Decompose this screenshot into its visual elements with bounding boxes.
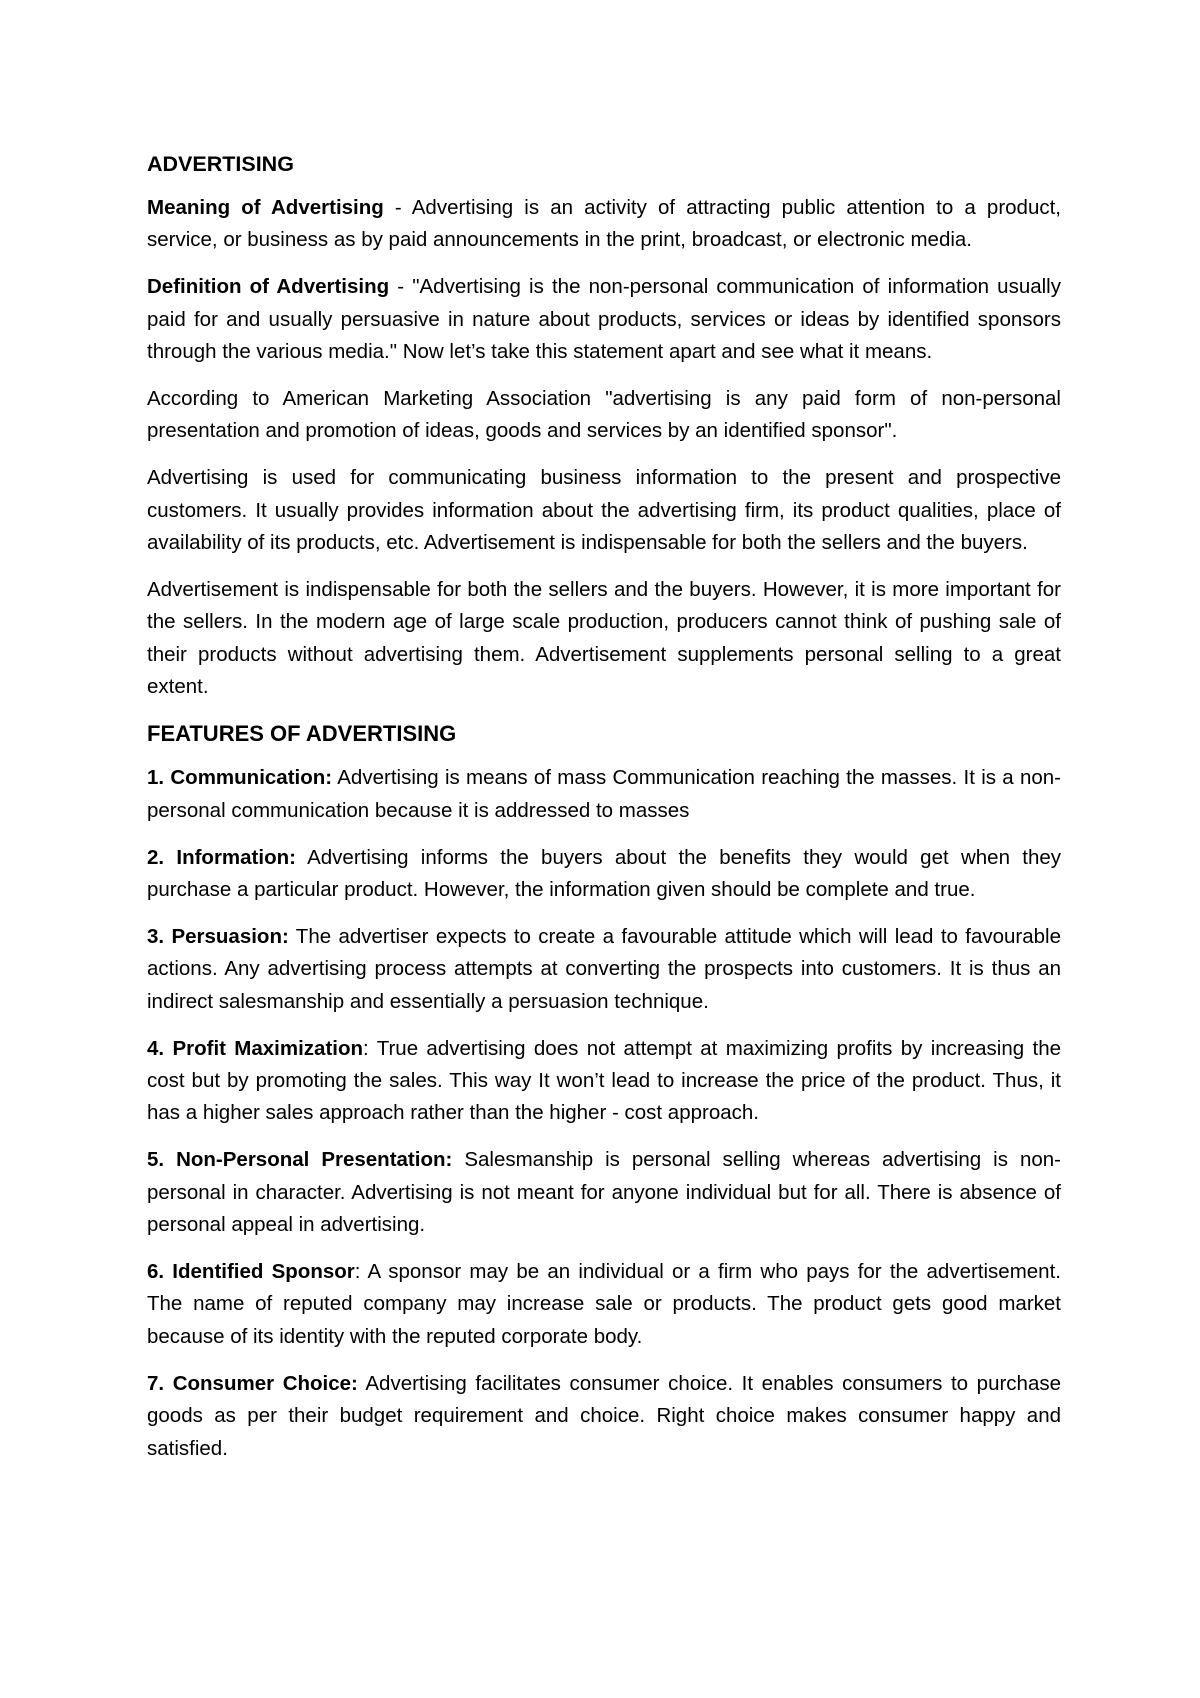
feature-text: Salesmanship is personal selling whereas advertising is non-personal in character. Advertising is not meant for anyone individual but for all. There is absence of personal appeal in advertising. — [147, 1148, 1061, 1237]
meaning-label: Meaning of Advertising — [147, 196, 384, 219]
document-page — [147, 148, 1061, 1479]
feature-text: : A sponsor may be an individual or a firm who pays for the advertisement. The name of reputed company may increase sale or products. The product gets good market because of its identity with the reputed corporate body. — [147, 1259, 1061, 1348]
definition-paragraph — [147, 271, 1061, 368]
feature-text: Advertising is means of mass Communication reaching the masses. It is a non-personal communication because it is addressed to masses — [147, 766, 1062, 822]
document-title: ADVERTISING — [147, 152, 294, 176]
feature-item — [147, 1368, 1061, 1465]
meaning-text: - Advertising is an activity of attracting public attention to a product, service, or business as by paid announcements in the print, broadcast, or electronic media. — [147, 196, 1061, 252]
feature-label: 6. Identified Sponsor — [147, 1259, 355, 1283]
feature-item — [147, 921, 1061, 1018]
feature-label: 3. Persuasion: — [147, 924, 289, 948]
sellers-importance-paragraph: Advertisement is indispensable for both the sellers and the buyers. However, it is more important for the sellers. In the modern age of large scale production, producers cannot think of pushing sale of their products without advertising them. Advertisement supplements personal selling to a great extent. — [147, 578, 1061, 699]
feature-text: Advertising informs the buyers about the benefits they would get when they purchase a particular product. However, the information given should be complete and true. — [147, 845, 1061, 901]
ama-definition-paragraph: According to American Marketing Association "advertising is any paid form of non-personal presentation and promotion of ideas, goods and services by an identified sponsor". — [147, 387, 1061, 443]
feature-label: 1. Communication: — [147, 766, 333, 790]
feature-label: 7. Consumer Choice: — [147, 1371, 358, 1395]
feature-text: Advertising facilitates consumer choice. It enables consumers to purchase goods as per their budget requirement and choice. Right choice makes consumer happy and satisfied. — [147, 1371, 1062, 1460]
feature-text: The advertiser expects to create a favourable attitude which will lead to favourable actions. Any advertising process attempts at converting the prospects into customers. It is thus an indirect salesmanship and essentially a persuasion technique. — [147, 924, 1062, 1013]
feature-item — [147, 1144, 1061, 1241]
feature-item — [147, 762, 1061, 827]
feature-item — [147, 1033, 1061, 1130]
meaning-paragraph — [147, 192, 1061, 257]
feature-text: : True advertising does not attempt at maximizing profits by increasing the cost but by promoting the sales. This way It won’t lead to increase the price of the product. Thus, it has a higher sales approach rather than the higher - cost approach. — [147, 1036, 1061, 1125]
features-title: FEATURES OF ADVERTISING — [147, 721, 457, 747]
definition-text: - "Advertising is the non-personal communication of information usually paid for and usually persuasive in nature about products, services or ideas by identified sponsors through the various media." Now let’s take this statement apart and see what it means. — [147, 275, 1061, 364]
communication-purpose-paragraph: Advertising is used for communicating business information to the present and prospective customers. It usually provides information about the advertising firm, its product qualities, place of availability of its products, etc. Advertisement is indispensable for both the sellers and the buyers. — [147, 466, 1061, 555]
definition-label: Definition of Advertising — [147, 275, 390, 299]
feature-label: 4. Profit Maximization — [147, 1036, 364, 1060]
feature-item — [147, 842, 1061, 907]
feature-item — [147, 1256, 1061, 1353]
feature-label: 5. Non-Personal Presentation: — [147, 1148, 453, 1172]
feature-label: 2. Information: — [147, 845, 296, 869]
